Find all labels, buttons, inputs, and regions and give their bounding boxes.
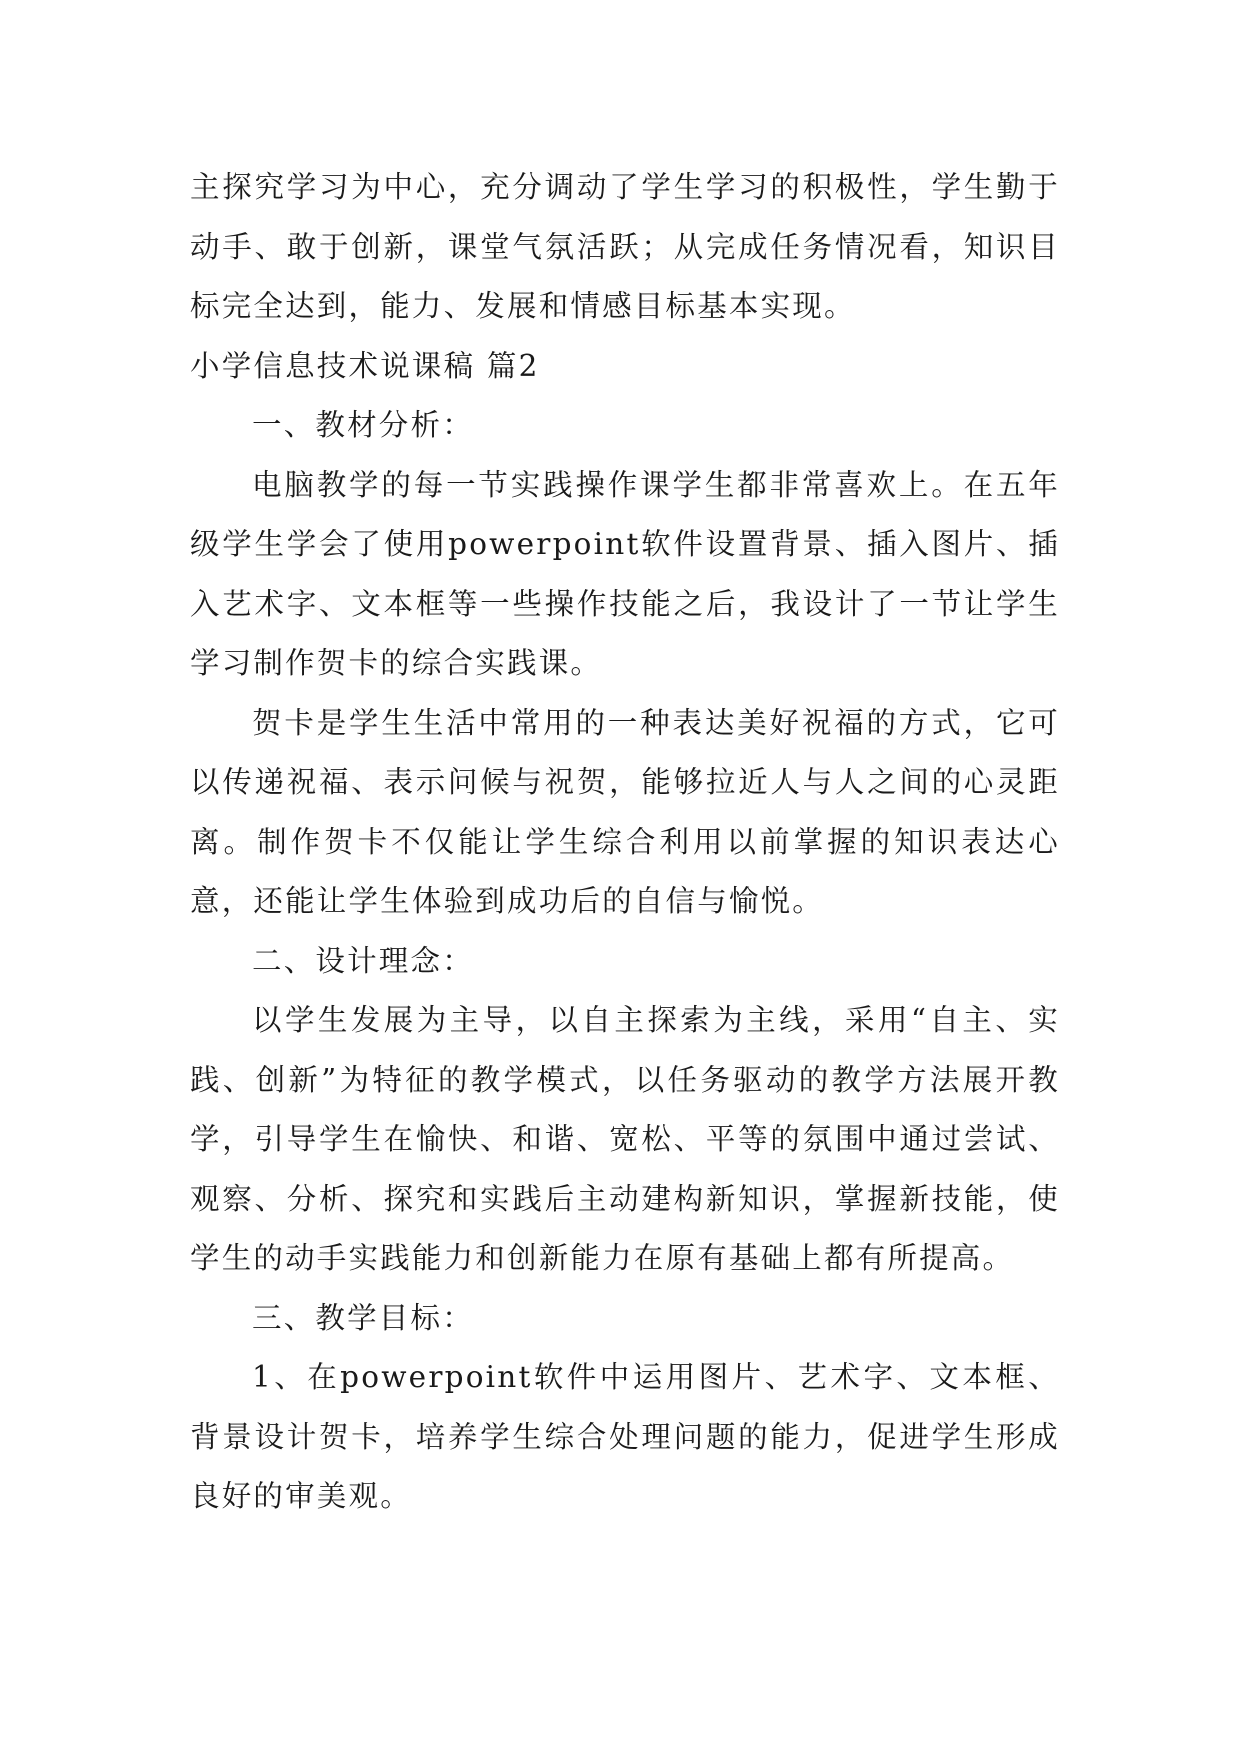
paragraph-design-concept: 以学生发展为主导，以自主探索为主线，采用“自主、实践、创新”为特征的教学模式，以任务驱动的教学方法展开教学，引导学生在愉快、和谐、宽松、平等的氛围中通过尝试、观察、分析、探究和实践后主动建构新知识，掌握新技能，使学生的动手实践能力和创新能力在原有基础上都有所提高。 bbox=[190, 1003, 1060, 1275]
heading-teaching-goals: 三、教学目标： bbox=[252, 1300, 474, 1335]
heading-material-analysis: 一、教材分析： bbox=[252, 408, 474, 442]
heading-design-concept: 二、设计理念： bbox=[252, 943, 474, 978]
document-body bbox=[190, 158, 1060, 1527]
continuation-paragraph: 主探究学习为中心，充分调动了学生学习的积极性，学生勤于动手、敢于创新，课堂气氛活跃；从完成任务情况看，知识目标完全达到，能力、发展和情感目标基本实现。 bbox=[190, 170, 1060, 323]
paragraph-material-analysis-2: 贺卡是学生生活中常用的一种表达美好祝福的方式，它可以传递祝福、表示问候与祝贺，能够拉近人与人之间的心灵距离。制作贺卡不仅能让学生综合利用以前掌握的知识表达心意，还能让学生体验到成功后的自信与愉悦。 bbox=[190, 705, 1060, 918]
section-title: 小学信息技术说课稿 篇2 bbox=[190, 348, 540, 383]
paragraph-material-analysis-1: 电脑教学的每一节实践操作课学生都非常喜欢上。在五年级学生学会了使用powerpoint软件设置背景、插入图片、插入艺术字、文本框等一些操作技能之后，我设计了一节让学生学习制作贺卡的综合实践课。 bbox=[190, 467, 1060, 680]
paragraph-teaching-goal-1: 1、在powerpoint软件中运用图片、艺术字、文本框、背景设计贺卡，培养学生综合处理问题的能力，促进学生形成良好的审美观。 bbox=[190, 1360, 1060, 1513]
